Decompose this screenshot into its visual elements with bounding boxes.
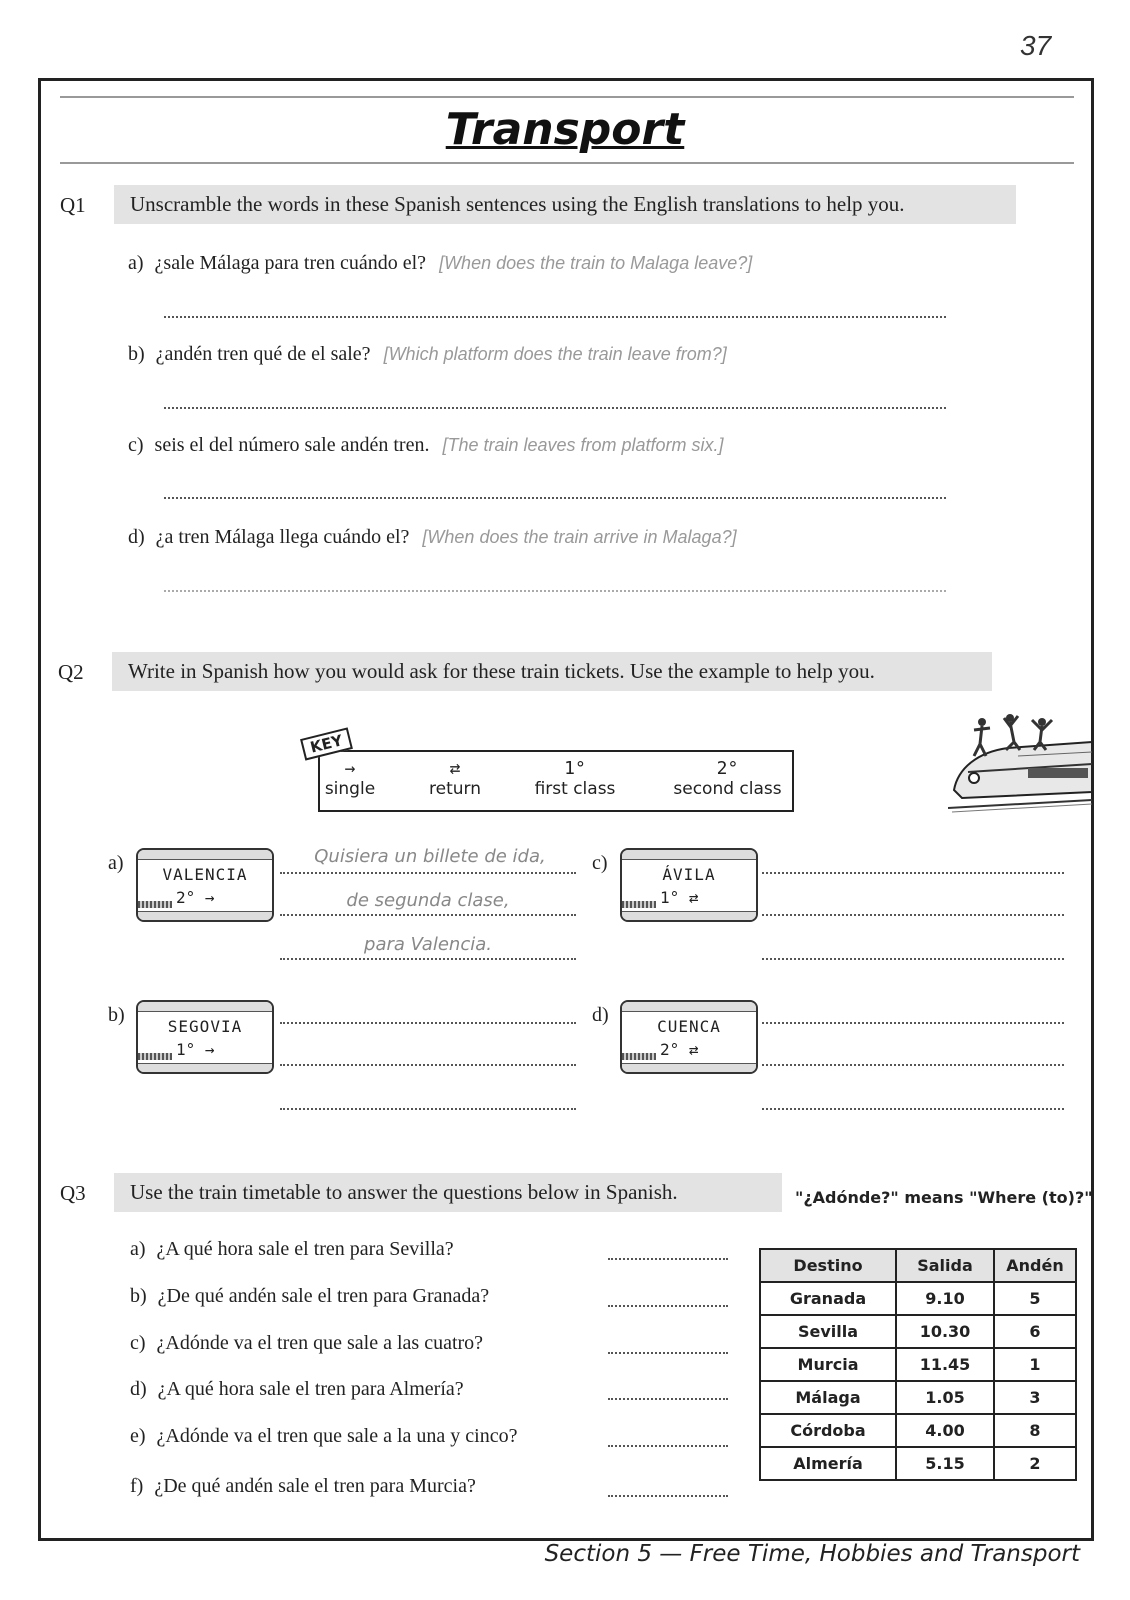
answer-line[interactable]	[164, 316, 946, 318]
answer-line[interactable]	[280, 872, 576, 874]
example-line-3: para Valencia.	[364, 934, 492, 955]
q1-spanish: seis el del número sale andén tren.	[154, 434, 430, 456]
answer-line[interactable]	[762, 1064, 1064, 1066]
timetable-header: Andén	[994, 1249, 1076, 1282]
timetable-cell: 3	[994, 1381, 1076, 1414]
answer-line[interactable]	[164, 497, 946, 499]
key-symbol: 1°	[564, 758, 586, 779]
q1-item-d	[128, 526, 737, 549]
ticket-destination: ÁVILA	[662, 865, 716, 884]
q1-translation: [When does the train to Malaga leave?]	[439, 253, 753, 273]
answer-line[interactable]	[608, 1445, 728, 1447]
q1-translation: [The train leaves from platform six.]	[442, 435, 724, 455]
key-box	[318, 750, 794, 812]
q1-number: Q1	[60, 193, 86, 217]
q3-question-f	[130, 1475, 476, 1498]
q3-text: ¿A qué hora sale el tren para Almería?	[157, 1378, 464, 1400]
q2-instruction: Write in Spanish how you would ask for these train tickets. Use the example to help you.	[112, 652, 992, 691]
ticket-label-d: d)	[592, 1004, 609, 1026]
q3-question-e	[130, 1425, 518, 1448]
table-row	[760, 1315, 1076, 1348]
ticket-c	[620, 848, 758, 922]
table-row	[760, 1381, 1076, 1414]
q1-spanish: ¿sale Málaga para tren cuándo el?	[154, 252, 427, 274]
adonde-note: "¿Adónde?" means "Where (to)?"	[795, 1188, 1093, 1207]
answer-line[interactable]	[164, 407, 946, 409]
table-row	[760, 1447, 1076, 1480]
timetable-cell: Murcia	[760, 1348, 896, 1381]
ticket-label-a: a)	[108, 852, 124, 874]
answer-line[interactable]	[762, 958, 1064, 960]
ticket-label-b: b)	[108, 1004, 125, 1026]
q1-item-c	[128, 434, 724, 457]
q3-question-d	[130, 1378, 464, 1401]
ticket-label-c: c)	[592, 852, 608, 874]
q3-label: a)	[130, 1238, 146, 1260]
table-row	[760, 1414, 1076, 1447]
q1-item-label: c)	[128, 434, 144, 456]
timetable-cell: 5.15	[896, 1447, 994, 1480]
q1-spanish: ¿a tren Málaga llega cuándo el?	[155, 526, 410, 548]
ticket-class: 2° ⇄	[660, 1040, 699, 1059]
answer-line[interactable]	[608, 1305, 728, 1307]
train-timetable	[759, 1248, 1077, 1481]
arrow-right-icon: →	[344, 758, 356, 779]
q3-question-b	[130, 1285, 489, 1308]
q3-text: ¿Adónde va el tren que sale a las cuatro?	[156, 1332, 484, 1354]
answer-line[interactable]	[280, 914, 576, 916]
answer-line[interactable]	[280, 1022, 576, 1024]
key-tag: KEY	[300, 727, 353, 760]
ticket-b	[136, 1000, 274, 1074]
q3-instruction: Use the train timetable to answer the questions below in Spanish.	[114, 1173, 782, 1212]
timetable-header: Destino	[760, 1249, 896, 1282]
key-label: return	[429, 779, 481, 799]
answer-line[interactable]	[762, 1108, 1064, 1110]
timetable-cell: 1.05	[896, 1381, 994, 1414]
timetable-header-row	[760, 1249, 1076, 1282]
q2-number: Q2	[58, 660, 84, 684]
q3-number: Q3	[60, 1181, 86, 1205]
table-row	[760, 1348, 1076, 1381]
key-symbol: 2°	[716, 758, 739, 779]
q1-item-label: d)	[128, 526, 145, 548]
timetable-cell: 9.10	[896, 1282, 994, 1315]
timetable-cell: Sevilla	[760, 1315, 896, 1348]
key-single	[320, 758, 380, 799]
ticket-destination: CUENCA	[657, 1017, 721, 1036]
ticket-destination: VALENCIA	[162, 865, 248, 884]
q3-text: ¿A qué hora sale el tren para Sevilla?	[156, 1238, 454, 1260]
timetable-cell: Granada	[760, 1282, 896, 1315]
q3-question-a	[130, 1238, 454, 1261]
page-title: Transport	[445, 104, 685, 155]
q3-question-c	[130, 1332, 483, 1355]
q3-label: c)	[130, 1332, 146, 1354]
answer-line[interactable]	[762, 914, 1064, 916]
q1-spanish: ¿andén tren qué de el sale?	[155, 343, 371, 365]
q1-translation: [Which platform does the train leave from?]	[383, 344, 727, 364]
q1-item-label: b)	[128, 343, 145, 365]
q3-text: ¿Adónde va el tren que sale a la una y cinco?	[156, 1425, 518, 1447]
answer-line[interactable]	[280, 1108, 576, 1110]
train-illustration	[948, 712, 1092, 820]
q1-translation: [When does the train arrive in Malaga?]	[422, 527, 737, 547]
timetable-cell: 11.45	[896, 1348, 994, 1381]
timetable-cell: 2	[994, 1447, 1076, 1480]
key-first-class	[525, 758, 625, 799]
timetable-cell: 4.00	[896, 1414, 994, 1447]
answer-line[interactable]	[762, 872, 1064, 874]
ticket-class: 1° ⇄	[660, 888, 699, 907]
key-second-class	[665, 758, 790, 799]
timetable-cell: 6	[994, 1315, 1076, 1348]
answer-line[interactable]	[608, 1398, 728, 1400]
q3-label: d)	[130, 1378, 147, 1400]
answer-line[interactable]	[608, 1258, 728, 1260]
answer-line[interactable]	[280, 1064, 576, 1066]
answer-line[interactable]	[762, 1022, 1064, 1024]
q1-item-label: a)	[128, 252, 144, 274]
example-line-1: Quisiera un billete de ida,	[314, 846, 546, 867]
example-line-2: de segunda clase,	[346, 890, 510, 911]
answer-line[interactable]	[164, 590, 946, 592]
ticket-class: 2° →	[176, 888, 215, 907]
q3-label: e)	[130, 1425, 146, 1447]
q3-text: ¿De qué andén sale el tren para Granada?	[157, 1285, 490, 1307]
q1-item-b	[128, 343, 727, 366]
timetable-header: Salida	[896, 1249, 994, 1282]
key-label: first class	[534, 779, 616, 799]
key-label: second class	[673, 779, 782, 799]
q1-item-a	[128, 252, 752, 275]
page-number: 37	[1020, 30, 1052, 61]
answer-line[interactable]	[280, 958, 576, 960]
timetable-cell: 5	[994, 1282, 1076, 1315]
title-rule-bottom	[60, 162, 1074, 164]
return-arrows-icon: ⇄	[449, 758, 461, 779]
timetable-cell: Córdoba	[760, 1414, 896, 1447]
q3-label: f)	[130, 1475, 144, 1497]
ticket-a	[136, 848, 274, 922]
table-row	[760, 1282, 1076, 1315]
answer-line[interactable]	[608, 1495, 728, 1497]
ticket-d	[620, 1000, 758, 1074]
q1-instruction: Unscramble the words in these Spanish sentences using the English translations to help you.	[114, 185, 1016, 224]
title-rule-top	[60, 96, 1074, 98]
timetable-cell: 8	[994, 1414, 1076, 1447]
section-footer: Section 5 — Free Time, Hobbies and Transport	[544, 1541, 1080, 1567]
q3-text: ¿De qué andén sale el tren para Murcia?	[154, 1475, 476, 1497]
timetable-cell: 1	[994, 1348, 1076, 1381]
ticket-destination: SEGOVIA	[167, 1017, 243, 1036]
timetable-cell: 10.30	[896, 1315, 994, 1348]
answer-line[interactable]	[608, 1352, 728, 1354]
key-label: single	[324, 779, 376, 799]
timetable-cell: Almería	[760, 1447, 896, 1480]
key-return	[420, 758, 490, 799]
timetable-cell: Málaga	[760, 1381, 896, 1414]
q3-label: b)	[130, 1285, 147, 1307]
ticket-class: 1° →	[176, 1040, 215, 1059]
